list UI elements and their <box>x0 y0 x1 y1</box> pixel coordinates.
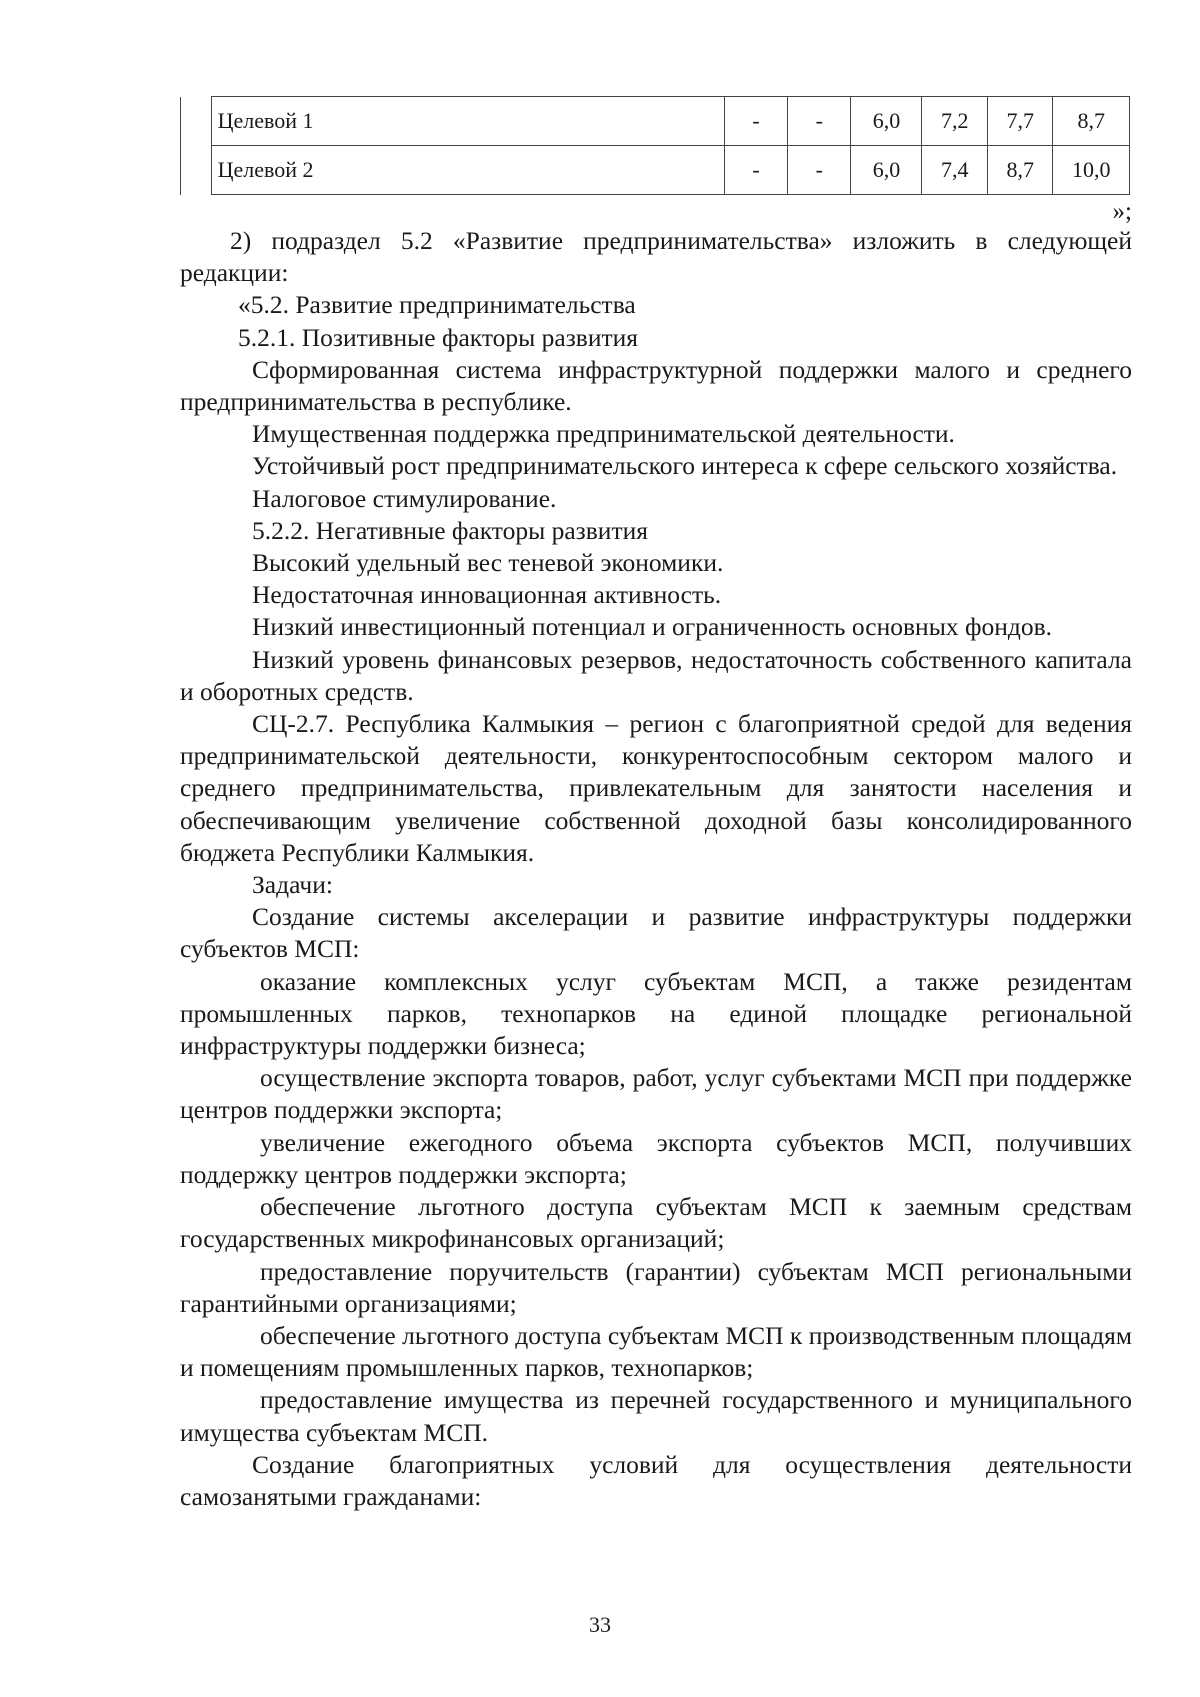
paragraph: Создание благоприятных условий для осуществления деятельности самозанятыми гражданами: <box>180 1449 1132 1511</box>
list-item: обеспечение льготного доступа субъектам МСП к заемным средствам государственных микрофинансовых организаций; <box>180 1192 1132 1254</box>
paragraph: Налоговое стимулирование. <box>252 483 557 513</box>
table-cell-value: 8,7 <box>987 146 1053 195</box>
paragraph: Задачи: <box>252 870 333 900</box>
table-cell-value: - <box>724 97 787 146</box>
table-cell-value: - <box>788 146 851 195</box>
page-number: 33 <box>589 1612 611 1637</box>
table-cell-value: 7,7 <box>987 97 1053 146</box>
table-cell-scenario: Целевой 2 <box>211 146 724 195</box>
paragraph: Сформированная система инфраструктурной поддержки малого и среднего предпринимательства в республике. <box>180 354 1132 417</box>
table-cell-blank <box>181 146 212 195</box>
paragraph: Устойчивый рост предпринимательского интереса к сфере сельского хозяйства. <box>252 451 1118 481</box>
table-cell-value: 7,2 <box>922 97 988 146</box>
subsection-heading: 5.2.1. Позитивные факторы развития <box>238 322 638 352</box>
paragraph: Недостаточная инновационная активность. <box>252 580 722 610</box>
subsection-heading: 5.2.2. Негативные факторы развития <box>252 515 648 545</box>
section-heading: «5.2. Развитие предпринимательства <box>238 290 636 320</box>
paragraph: Высокий удельный вес теневой экономики. <box>252 548 724 578</box>
table-cell-value: 6,0 <box>851 97 922 146</box>
list-item: увеличение ежегодного объема экспорта субъектов МСП, получивших поддержку центров поддержки экспорта; <box>180 1127 1132 1189</box>
paragraph: СЦ-2.7. Республика Калмыкия – регион с благоприятной средой для ведения предпринимательской деятельности, конкурентоспособным сектором малого и среднего предпринимательства, привлекательным для занятости населения и обеспечивающим увеличение собственной доходной базы консолидированного бюджета Республики Калмыкия. <box>180 709 1132 867</box>
paragraph: Создание системы акселерации и развитие инфраструктуры поддержки субъектов МСП: <box>180 902 1132 964</box>
paragraph: Низкий уровень финансовых резервов, недостаточность собственного капитала и оборотных средств. <box>180 644 1132 706</box>
paragraph: Имущественная поддержка предпринимательской деятельности. <box>252 419 955 449</box>
table-cell-value: - <box>788 97 851 146</box>
table-cell-value: 10,0 <box>1053 146 1130 195</box>
table-cell-value: - <box>724 146 787 195</box>
closing-quote: »; <box>1112 198 1132 225</box>
table-cell-scenario: Целевой 1 <box>211 97 724 146</box>
list-item: предоставление имущества из перечней государственного и муниципального имущества субъектам МСП. <box>180 1385 1132 1447</box>
list-item: осуществление экспорта товаров, работ, услуг субъектами МСП при поддержке центров поддержки экспорта; <box>180 1063 1132 1125</box>
paragraph: 2) подраздел 5.2 «Развитие предпринимательства» изложить в следующей редакции: <box>180 226 1132 288</box>
indicator-table-fragment <box>180 96 1130 195</box>
table-row <box>181 97 1130 146</box>
list-item: оказание комплексных услуг субъектам МСП, а также резидентам промышленных парков, технопарков на единой площадке региональной инфраструктуры поддержки бизнеса; <box>180 966 1132 1061</box>
list-item: обеспечение льготного доступа субъектам МСП к производственным площадям и помещениям промышленных парков, технопарков; <box>180 1320 1132 1383</box>
list-item: предоставление поручительств (гарантии) субъектам МСП региональными гарантийными организациями; <box>180 1256 1132 1318</box>
table-cell-value: 8,7 <box>1053 97 1130 146</box>
paragraph: Низкий инвестиционный потенциал и ограниченность основных фондов. <box>252 612 1053 642</box>
table-cell-value: 7,4 <box>922 146 988 195</box>
table-cell-value: 6,0 <box>851 146 922 195</box>
table-row <box>181 146 1130 195</box>
table-cell-blank <box>181 97 212 146</box>
body-text <box>180 225 1132 1513</box>
